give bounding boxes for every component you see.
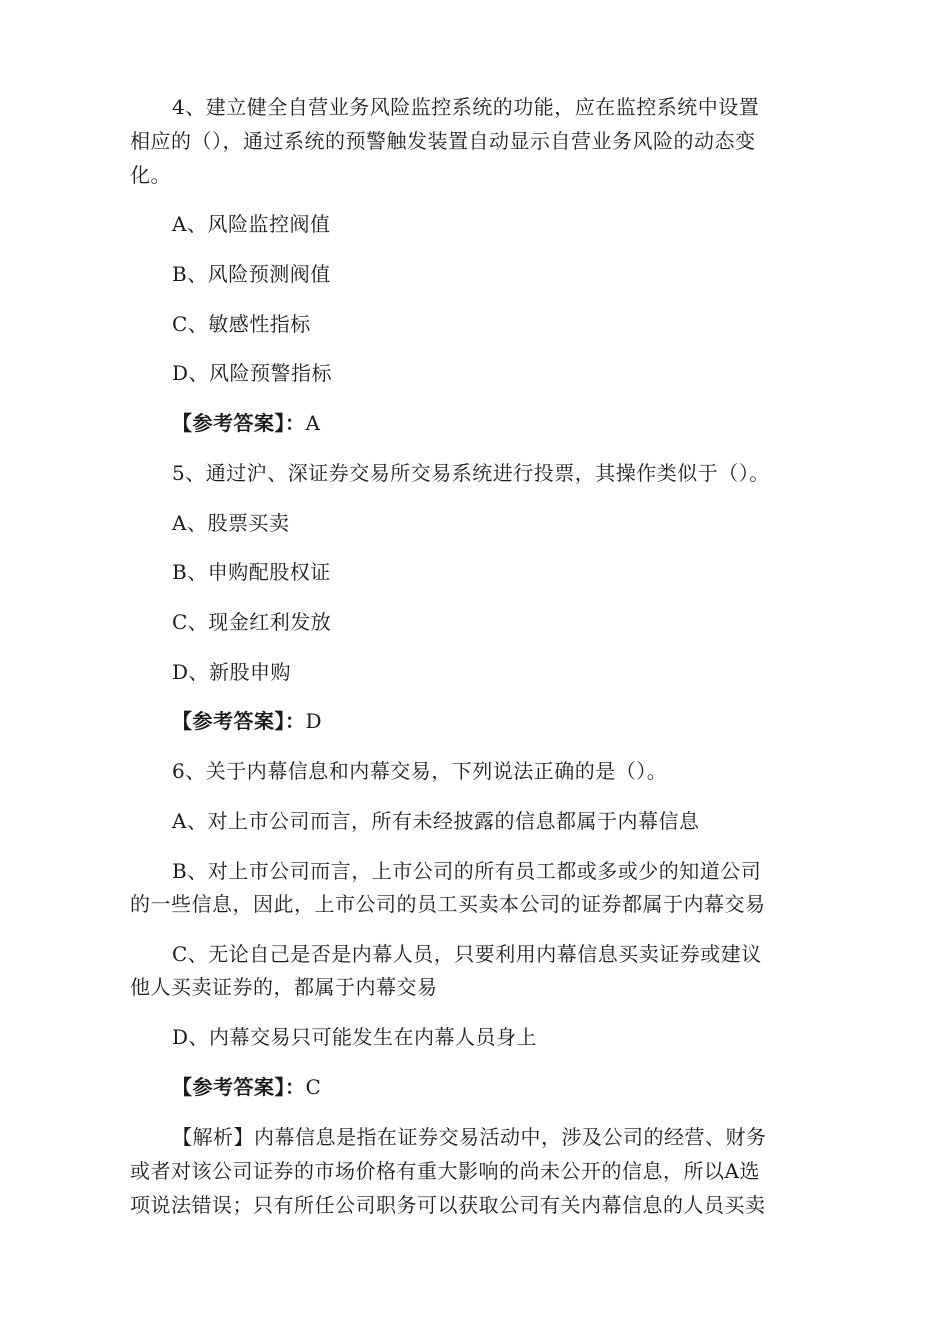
q4-stem-line1: 4、建立健全自营业务风险监控系统的功能，应在监控系统中设置 [172, 95, 760, 119]
q5-option-c: C、现金红利发放 [172, 610, 332, 634]
q4-stem-line2: 相应的（），通过系统的预警触发装置自动显示自营业务风险的动态变 [130, 129, 756, 153]
q6-analysis-line3: 项说法错误；只有所任公司职务可以获取公司有关内幕信息的人员买卖 [130, 1193, 766, 1217]
q6-answer [172, 1072, 321, 1102]
q6-option-b-line2: 的一些信息，因此，上市公司的员工买卖本公司的证券都属于内幕交易 [130, 892, 766, 916]
answer-value: D [305, 709, 323, 733]
answer-value: A [305, 411, 321, 435]
q6-option-c-line1: C、无论自己是否是内幕人员，只要利用内幕信息买卖证券或建议 [172, 942, 762, 966]
q6-option-a: A、对上市公司而言，所有未经披露的信息都属于内幕信息 [172, 809, 700, 833]
q6-analysis-line2: 或者对该公司证券的市场价格有重大影响的尚未公开的信息，所以A选 [130, 1159, 760, 1183]
answer-label: 【参考答案】： [172, 1075, 306, 1099]
q5-answer [172, 706, 322, 736]
q5-option-a: A、股票买卖 [172, 511, 290, 535]
q6-option-b-line1: B、对上市公司而言，上市公司的所有员工都或多或少的知道公司 [172, 859, 762, 883]
q5-option-d: D、新股申购 [172, 660, 292, 684]
answer-value: C [305, 1075, 322, 1099]
q4-option-d: D、风险预警指标 [172, 361, 333, 385]
q4-option-c: C、敏感性指标 [172, 312, 311, 336]
q4-answer [172, 408, 320, 438]
answer-label: 【参考答案】： [172, 709, 306, 733]
answer-label: 【参考答案】： [172, 411, 306, 435]
q4-option-a: A、风险监控阀值 [172, 212, 331, 236]
q6-analysis-line1: 【解析】内幕信息是指在证券交易活动中，涉及公司的经营、财务 [172, 1125, 767, 1149]
q6-stem-line1: 6、关于内幕信息和内幕交易，下列说法正确的是（）。 [172, 759, 668, 783]
q4-option-b: B、风险预测阀值 [172, 262, 331, 286]
q4-stem-line3: 化。 [130, 163, 171, 187]
q6-option-c-line2: 他人买卖证券的，都属于内幕交易 [130, 975, 438, 999]
q5-option-b: B、申购配股权证 [172, 560, 331, 584]
q6-option-d: D、内幕交易只可能发生在内幕人员身上 [172, 1025, 538, 1049]
q5-stem-line1: 5、通过沪、深证券交易所交易系统进行投票，其操作类似于（）。 [172, 461, 770, 485]
